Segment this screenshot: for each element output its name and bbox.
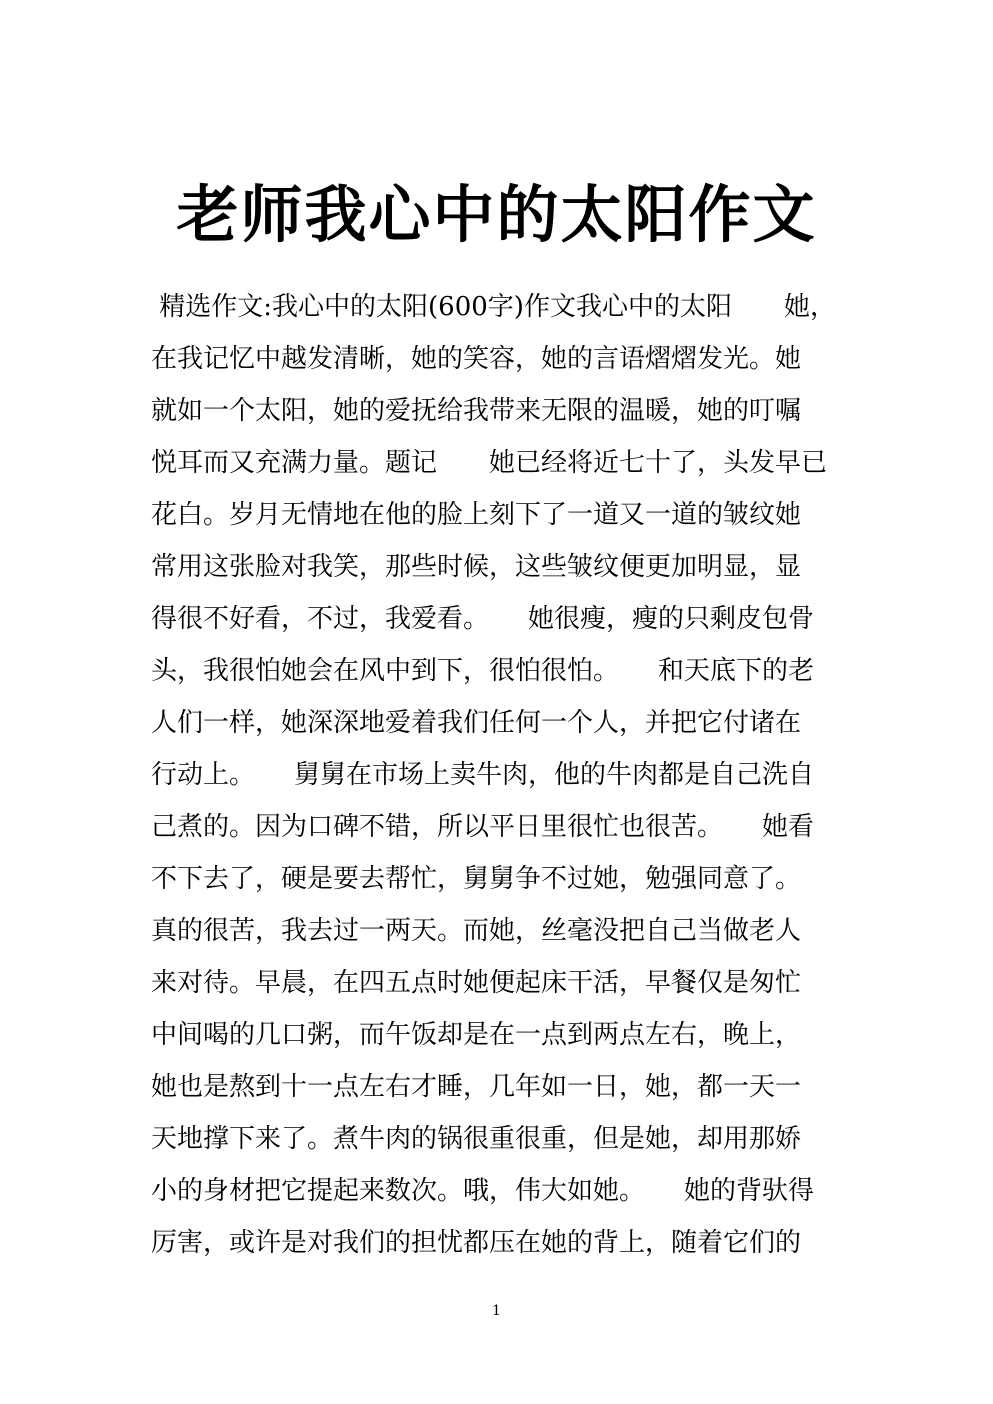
text-line: 精选作文:我心中的太阳(600字)作文我心中的太阳 她，: [151, 292, 836, 322]
text-line: 她也是熬到十一点左右才睡，几年如一日，她，都一天一: [151, 1072, 802, 1102]
page-title: 老师我心中的太阳作文: [176, 178, 817, 251]
text-line: 己煮的。因为口碑不错，所以平日里很忙也很苦。 她看: [151, 812, 815, 842]
text-line: 头，我很怕她会在风中到下，很怕很怕。 和天底下的老: [151, 656, 815, 686]
text-line: 人们一样，她深深地爱着我们任何一个人，并把它付诸在: [151, 708, 802, 738]
text-line: 中间喝的几口粥，而午饭却是在一点到两点左右，晚上，: [151, 1020, 802, 1050]
text-line: 就如一个太阳，她的爱抚给我带来无限的温暖，她的叮嘱: [151, 396, 802, 426]
text-line: 小的身材把它提起来数次。哦，伟大如她。 她的背驮得: [151, 1176, 815, 1206]
text-line: 厉害，或许是对我们的担忧都压在她的背上，随着它们的: [151, 1228, 802, 1258]
text-line: 来对待。早晨，在四五点时她便起床干活，早餐仅是匆忙: [151, 968, 802, 998]
text-line: 行动上。 舅舅在市场上卖牛肉，他的牛肉都是自己洗自: [151, 760, 815, 790]
text-line: 不下去了，硬是要去帮忙，舅舅争不过她，勉强同意了。: [151, 864, 802, 894]
text-line: 常用这张脸对我笑，那些时候，这些皱纹便更加明显，显: [151, 552, 802, 582]
document-body: [151, 281, 851, 1269]
text-line: 花白。岁月无情地在他的脸上刻下了一道又一道的皱纹她: [151, 500, 802, 530]
text-line: 真的很苦，我去过一两天。而她，丝毫没把自己当做老人: [151, 916, 802, 946]
page-number: 1: [492, 1303, 501, 1319]
text-line: 悦耳而又充满力量。题记 她已经将近七十了，头发早已: [151, 448, 828, 478]
text-line: 天地撑下来了。煮牛肉的锅很重很重，但是她，却用那娇: [151, 1124, 802, 1154]
text-line: 在我记忆中越发清晰，她的笑容，她的言语熠熠发光。她: [151, 344, 802, 374]
text-line: 得很不好看，不过，我爱看。 她很瘦，瘦的只剩皮包骨: [151, 604, 815, 634]
